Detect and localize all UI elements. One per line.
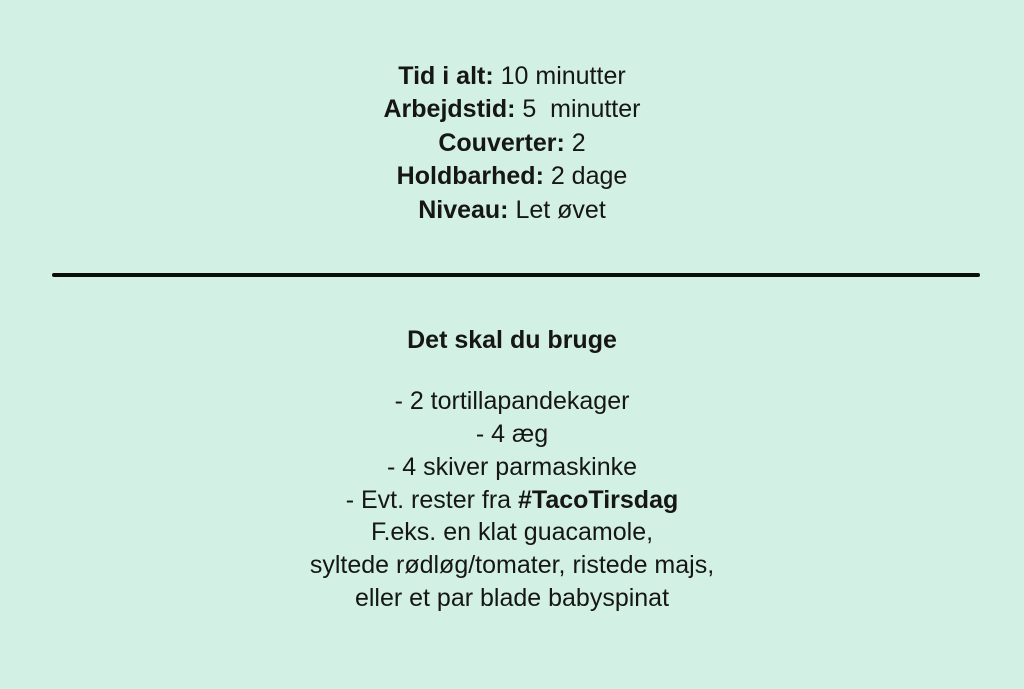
ingredient-note-line (0, 549, 1024, 582)
meta-value-servings: 2 (564, 128, 586, 157)
ingredient-text: syltede rødløg/tomater, ristede majs, (309, 550, 715, 579)
ingredient-text: F.eks. en klat guacamole, (370, 518, 654, 547)
meta-label-servings: Couverter: (438, 128, 565, 157)
meta-label-level: Niveau: (418, 195, 509, 224)
recipe-meta-block (0, 0, 1024, 227)
meta-value-level: Let øvet (508, 195, 606, 224)
meta-label-shelf-life: Holdbarhed: (396, 162, 544, 191)
meta-value-total-time: 10 minutter (493, 62, 626, 90)
meta-value-shelf-life: 2 dage (543, 162, 628, 191)
ingredient-text: - 4 æg (475, 420, 549, 449)
ingredient-line (0, 451, 1024, 484)
meta-row-level (0, 194, 1024, 227)
meta-row-work-time (0, 93, 1024, 126)
ingredient-line-taco-tirsdag (0, 484, 1024, 517)
section-divider-line (52, 273, 980, 277)
meta-row-total-time (0, 60, 1024, 93)
ingredients-heading: Det skal du bruge (407, 326, 617, 355)
meta-row-servings (0, 127, 1024, 160)
ingredient-text: - Evt. rester fra (345, 485, 518, 514)
meta-value-work-time: 5 minutter (515, 95, 641, 124)
ingredient-text: eller et par blade babyspinat (354, 583, 670, 612)
ingredient-line (0, 385, 1024, 418)
ingredient-text: - 2 tortillapandekager (394, 387, 630, 416)
ingredient-line (0, 418, 1024, 451)
ingredient-note-line (0, 516, 1024, 549)
ingredient-hashtag-bold-text: #TacoTirsdag (518, 485, 679, 514)
ingredient-note-line (0, 582, 1024, 615)
meta-row-shelf-life (0, 160, 1024, 193)
ingredient-text: - 4 skiver parmaskinke (386, 452, 638, 481)
meta-label-total-time: Tid i alt: (398, 62, 494, 90)
ingredients-list (0, 385, 1024, 614)
meta-label-work-time: Arbejdstid: (383, 95, 516, 124)
